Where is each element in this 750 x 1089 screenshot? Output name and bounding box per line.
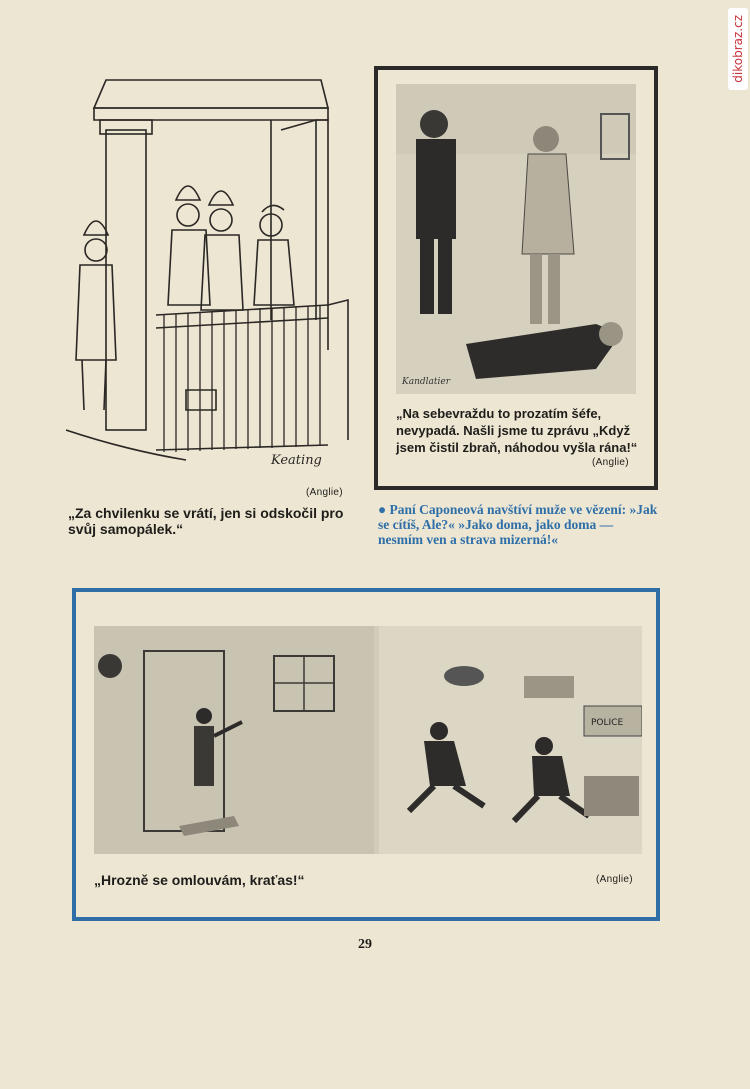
watermark-text: dikobraz.cz bbox=[731, 15, 745, 83]
cartoon-2-illustration bbox=[396, 84, 636, 394]
cartoon-2-credit: (Anglie) bbox=[592, 457, 629, 468]
cartoon-2-signature: Kandlatier bbox=[402, 377, 451, 387]
cartoon-3-illustration bbox=[94, 626, 642, 854]
joke-bullet: ● bbox=[378, 502, 387, 517]
watermark-badge bbox=[728, 8, 748, 90]
cartoon-3-caption: „Hrozně se omlouvám, kraťas!“ bbox=[94, 872, 305, 888]
cartoon-1-drawing bbox=[66, 60, 356, 475]
page-number: 29 bbox=[358, 937, 372, 952]
cartoon-3-police-sign: POLICE bbox=[591, 718, 624, 728]
cartoon-1 bbox=[66, 60, 356, 475]
cartoon-1-caption: „Za chvilenku se vrátí, jen si odskočil pro svůj samopálek.“ bbox=[68, 505, 344, 537]
cartoon-3-frame bbox=[72, 588, 660, 921]
cartoon-3-credit: (Anglie) bbox=[596, 874, 633, 885]
joke-text: Paní Caponeová navštíví muže ve vězení: »Jak se cítíš, Ale?« »Jako doma, jako doma — nesmím ven a strava mizerná!« bbox=[378, 502, 658, 547]
cartoon-2-frame bbox=[374, 66, 658, 490]
cartoon-2-caption: „Na sebevraždu to prozatím šéfe, nevypadá. Našli jsme tu zprávu „Když jsem čistil zbraň, náhodou vyšla rána!“ bbox=[396, 406, 638, 455]
cartoon-1-signature: Keating bbox=[271, 453, 322, 468]
joke-text-block bbox=[378, 502, 658, 547]
cartoon-1-credit: (Anglie) bbox=[306, 487, 343, 498]
